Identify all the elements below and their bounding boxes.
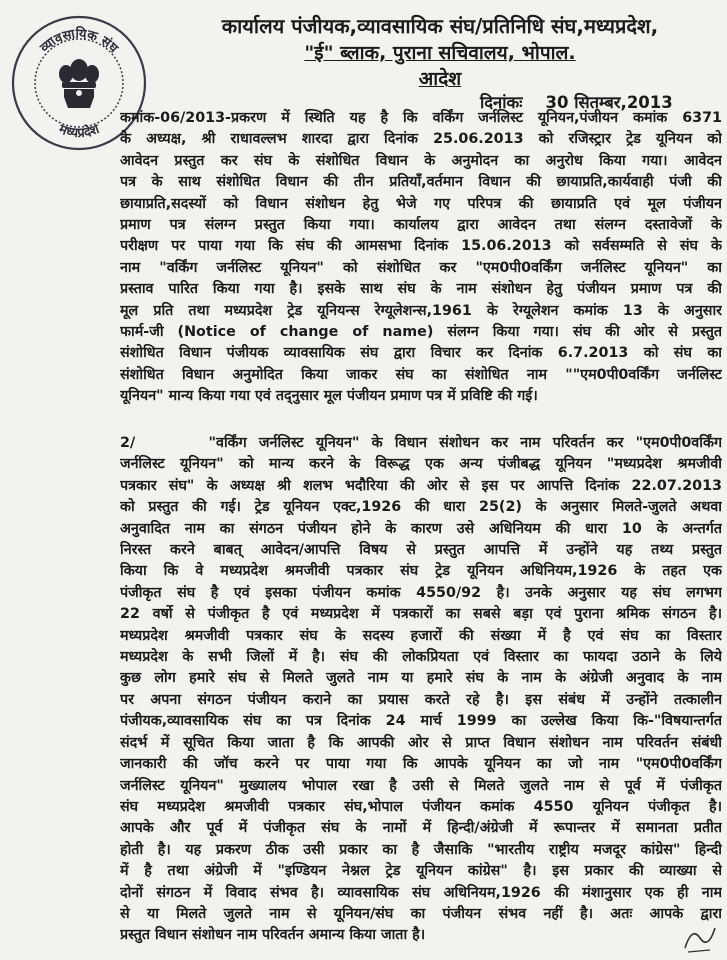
para2-line: अनुवादित नाम का संगठन पंजीयन होने के कारण उसे अधिनियम की धारा 10 के अन्तर्गत	[120, 520, 722, 537]
para1-line: संशोधित विधान अनुमोदित किया जाकर संघ का संशोधित नाम ""एम0पी0वर्किंग जर्नलिस्ट	[120, 366, 722, 383]
para1-line: संशोधित विधान पंजीयक व्यावसायिक संघ द्वारा विचार कर दिनांक 6.7.2013 को संघ का	[120, 345, 722, 362]
para2-line: पंजीयक,व्यावसायिक संघ का पत्र दिनांक 24 मार्च 1999 का उल्लेख किया कि-"विषयान्तर्गत	[120, 713, 722, 730]
svg-text:व्यावसायिक संघ	[37, 26, 122, 57]
para2-line: संघ मध्यप्रदेश श्रमजीवी पत्रकार संघ,भोपाल पंजीयन कमांक 4550 यूनियन पंजीकृत है।	[120, 798, 722, 815]
para1-line: प्रमाण पत्र संलग्न प्रस्तुत किया गया। कार्यालय द्वारा आवेदन तथा संलग्न दस्तावेजों के	[120, 217, 722, 234]
para2-line: आपके और पूर्व में पंजीकृत संघ के नामों में हिन्दी/अंग्रेजी में रूपान्तर में समानता प्रतीत	[120, 820, 722, 837]
para2-line: में है तथा अंग्रेजी में "इण्डियन नेश्नल ट्रेड यूनियन कांग्रेस" है। इस प्रकार की व्याख्या से	[120, 863, 722, 880]
para1-line: छायाप्रति,सदस्यों को विधान संशोधन हेतु भेजे गए परिपत्र की छायाप्रति एवं मूल पंजीयन	[120, 195, 722, 212]
para1-line: प्रस्ताव पारित किया गया है। इसके साथ संघ के नाम संशोधन हेतु पंजीयन प्रमाण पत्र की	[120, 281, 722, 298]
paragraph-1	[120, 108, 722, 408]
para1-line: पत्र के साथ संशोधित विधान की तीन प्रतियाँ,वर्तमान विधान की छायाप्रति,कार्यवाही पंजी की	[120, 174, 722, 191]
para2-line: से या मिलते जुलते नाम से यूनियन/संघ का पंजीयन संभव नहीं है। अतः आपके द्वारा	[120, 905, 722, 922]
para2-line: होती है। यह प्रकरण ठीक उसी प्रकार का है जैसाकि "भारतीय राष्ट्रीय मजदूर कांग्रेस" हिन्दी	[120, 841, 722, 858]
office-address: "ई" ब्लाक, पुराना सचिवालय, भोपाल.	[304, 42, 576, 64]
para1-line: कमांक-06/2013-प्रकरण में स्थिति यह है कि वर्किंग जर्नलिस्ट यूनियन,पंजीयन कमांक 6371	[120, 110, 722, 126]
svg-text:मध्यप्रदेश	[56, 122, 103, 142]
para1-line: मूल प्रति तथा मध्यप्रदेश ट्रेड यूनियन्स रेग्यूलेशन्स,1961 के रेग्यूलेशन कमांक 13 के अनुसार	[120, 302, 722, 319]
para2-line: 22 वर्षो से पंजीकृत है एवं मध्यप्रदेश में पत्रकारों का सबसे बड़ा एवं पुराना श्रमिक संगठन है।	[120, 606, 722, 623]
para1-line: फार्म-जी (Notice of change of name) संलग्न किया गया। संघ की ओर से प्रस्तुत	[120, 324, 722, 341]
date-value: 30 सितम्बर,2013	[545, 93, 673, 112]
para2-first-line	[120, 433, 722, 454]
para2-line: प्रस्तुत विधान संशोधन नाम परिवर्तन अमान्य किया जाता है।	[120, 927, 426, 944]
para2-line: कुछ लोग हमारे संघ से मिलते जुलते नाम या हमारे संघ के नाम के अंग्रेजी अनुवाद के नाम	[120, 670, 722, 687]
para1-line: आवेदन प्रस्तुत कर संघ के संशोधित विधान के अनुमोदन का अनुरोध किया गया। आवेदन	[120, 152, 722, 169]
order-title: आदेश	[418, 68, 462, 90]
para1-line: नाम "वर्किंग जर्नलिस्ट यूनियन" को संशोधित कर "एम0पी0वर्किंग जर्नलिस्ट यूनियन" का	[120, 259, 722, 276]
para2-line: संदर्भ में सूचित किया जाता है कि आपकी ओर से प्राप्त विधान संशोधन नाम परिवर्तन संबंधी	[120, 734, 722, 751]
para2-line: दोनों संगठन में विवाद संभव है। व्यावसायिक संघ अधिनियम,1926 की मंशानुसार एक ही नाम	[120, 884, 722, 901]
para2-line: पर अपना संगठन पंजीयन कराने का प्रयास करते रहे है। इस संबंध में उन्होंने तत्कालीन	[120, 691, 722, 708]
para2-line: किया कि वे मध्यप्रदेश श्रमजीवी पत्रकार संघ ट्रेड यूनियन अधिनियम,1926 के तहत एक	[120, 563, 722, 580]
para2-line: जर्नलिस्ट यूनियन" को मान्य करने के विरूद्ध एक अन्य पंजीबद्ध यूनियन "मध्यप्रदेश श्रमजीवी	[120, 456, 722, 473]
para2-line: "वर्किंग जर्नलिस्ट यूनियन" के विधान संशोधन कर नाम परिवर्तन कर "एम0पी0वर्किंग	[208, 435, 722, 451]
paragraph-2	[120, 433, 722, 947]
para2-line: पत्रकार संघ" के अध्यक्ष श्री शलभ भदौरिया की ओर से इस पर आपत्ति दिनांक 22.07.2013	[120, 477, 722, 494]
office-header	[160, 12, 720, 92]
handwritten-mark-icon	[680, 918, 720, 956]
para1-line: परीक्षण पर पाया गया कि संघ की आमसभा दिनांक 15.06.2013 को सर्वसम्मति से संघ के	[120, 238, 722, 255]
para2-line: जर्नलिस्ट यूनियन" मुख्यालय भोपाल रखा है उसी से मिलते जुलते नाम से पूर्व में पंजीकृत	[120, 777, 722, 794]
para1-line: यूनियन" मान्य किया गया एवं तद्नुसार मूल पंजीयन प्रमाण पत्र में प्रविष्टि की गई।	[120, 388, 538, 405]
para2-line: मध्यप्रदेश के सभी जिलों में है। संघ की लोकप्रियता एवं विस्तार का फायदा उठाने के लिये	[120, 649, 722, 666]
para2-line: पंजीकृत संघ है एवं इसका पंजीयन कमांक 4550/92 है। उनके अनुसार यह संघ लगभग	[120, 584, 722, 601]
para2-line: निरस्त करने बाबत् आवेदन/आपत्ति विषय से प्रस्तुत आपत्ति में उन्होंने यह तथ्य प्रस्तुत	[120, 542, 722, 559]
para2-line: को प्रस्तुत की गई। ट्रेड यूनियन एक्ट,1926 की धारा 25(2) के अनुसार मिलते-जुलते अथवा	[120, 499, 722, 516]
para2-line: जानकारी की जॉच करने पर पाया गया कि आपके यूनियन का जो नाम "एम0पी0वर्किंग	[120, 756, 722, 773]
para2-line: मध्यप्रदेश श्रमजीवी पत्रकार संघ के सदस्य हजारों की संख्या में है एवं संघ का विस्तार	[120, 627, 722, 644]
date-label: दिनांकः	[480, 93, 523, 112]
seal-text-bottom: मध्यप्रदेश	[56, 122, 102, 142]
para1-line: के अध्यक्ष, श्री राधावल्लभ शारदा द्वारा दिनांक 25.06.2013 को रजिस्ट्रार ट्रेड यूनियन को	[120, 131, 722, 148]
para2-number: 2/	[120, 435, 136, 451]
office-name: कार्यालय पंजीयक,व्यावसायिक संघ/प्रतिनिधि संघ,मध्यप्रदेश,	[221, 14, 659, 38]
seal-text-top: व्यावसायिक संघ	[37, 26, 121, 57]
